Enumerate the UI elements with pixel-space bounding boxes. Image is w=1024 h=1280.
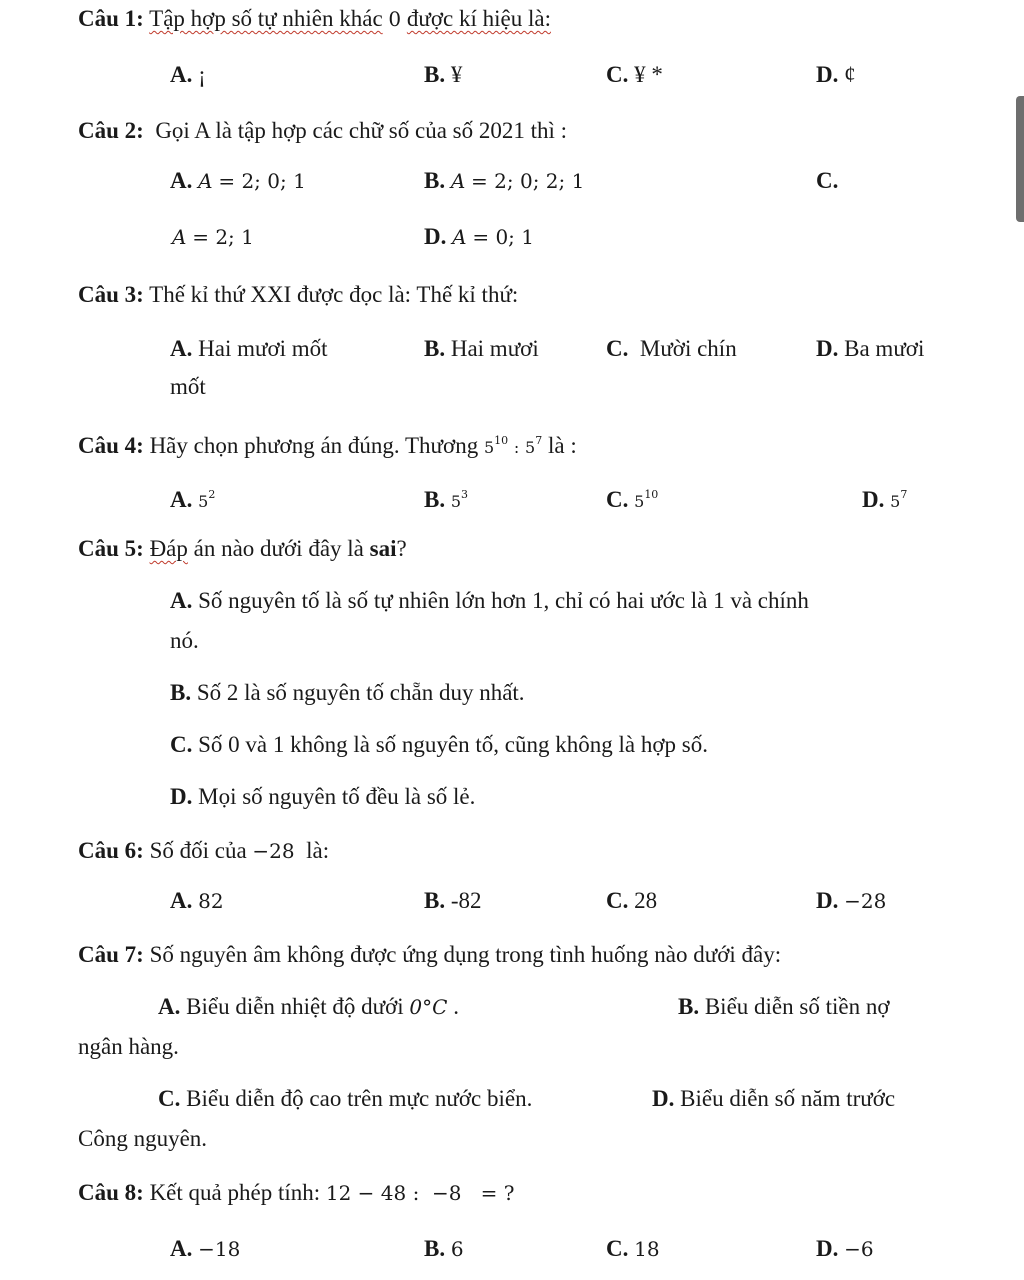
text: A. xyxy=(170,1236,193,1261)
q5-option-b[interactable] xyxy=(170,678,525,708)
text: B. xyxy=(170,680,192,705)
q3-option-c[interactable] xyxy=(606,334,737,364)
text: Câu 3: xyxy=(78,282,144,307)
text: −18 xyxy=(198,1237,241,1261)
text: án nào dưới đây là xyxy=(193,536,364,561)
q8-option-b[interactable] xyxy=(424,1234,464,1264)
text: −6 xyxy=(844,1237,874,1261)
text: ? xyxy=(396,536,407,561)
q7-option-b[interactable] xyxy=(678,992,889,1022)
text: 7 xyxy=(535,434,543,447)
text: Số đối của xyxy=(149,838,247,863)
text: 5 xyxy=(525,438,536,457)
text: Hãy chọn phương án đúng. Thương xyxy=(149,433,479,458)
text: Số nguyên âm không được ứng dụng trong tình huống nào dưới đây: xyxy=(149,942,782,967)
text: Câu 2: xyxy=(78,118,144,143)
text: Số 2 là số nguyên tố chẵn duy nhất. xyxy=(196,680,525,705)
q6-option-a[interactable] xyxy=(170,886,224,916)
question-2 xyxy=(78,116,567,146)
text: B. xyxy=(678,994,700,1019)
text: ngân hàng. xyxy=(78,1034,179,1059)
text: A. xyxy=(170,487,193,512)
text: D. xyxy=(816,336,839,361)
question-label: Câu 1: xyxy=(78,6,144,31)
text: A. xyxy=(170,336,193,361)
q4-option-d[interactable] xyxy=(862,480,907,517)
text: D. xyxy=(816,1236,839,1261)
text: C. xyxy=(170,732,193,757)
q2-option-c[interactable] xyxy=(816,166,838,196)
q3-option-d-wrap xyxy=(170,372,206,402)
text: 5 xyxy=(483,438,495,457)
text: 3 xyxy=(461,488,469,501)
text: C. xyxy=(606,1236,629,1261)
text: 5 xyxy=(450,492,462,511)
text: Số 0 và 1 không là số nguyên tố, cũng không là hợp số. xyxy=(198,732,708,757)
text: Câu 5: xyxy=(78,536,144,561)
q3-option-a[interactable] xyxy=(170,334,328,364)
q1-option-d[interactable] xyxy=(816,60,856,90)
text: 18 xyxy=(634,1237,660,1261)
text: Biểu diễn độ cao trên mực nước biển. xyxy=(186,1086,533,1111)
text: Hai mươi xyxy=(450,336,539,361)
text: 28 xyxy=(634,888,658,913)
text: A. xyxy=(158,994,181,1019)
q8-option-a[interactable] xyxy=(170,1234,240,1264)
text: C. xyxy=(158,1086,181,1111)
q6-option-d[interactable] xyxy=(816,886,886,916)
question-8 xyxy=(78,1178,514,1208)
text: B. xyxy=(424,336,446,361)
text: B. xyxy=(424,487,446,512)
text: 10 xyxy=(644,488,659,501)
q1-option-b[interactable] xyxy=(424,60,462,90)
text: ¡ xyxy=(198,62,206,87)
text: D. xyxy=(816,62,839,87)
text: Công nguyên. xyxy=(78,1126,208,1151)
q7-option-b-wrap xyxy=(78,1032,179,1062)
text: 82 xyxy=(198,889,224,913)
question-3 xyxy=(78,280,518,310)
text: nó. xyxy=(170,628,199,653)
question-1 xyxy=(78,4,551,34)
text: = 2; 0; 1 xyxy=(218,169,306,193)
math-zero: 0 xyxy=(388,7,402,31)
text: B. xyxy=(424,888,446,913)
text: Hai mươi mốt xyxy=(198,336,328,361)
q7-option-d-wrap xyxy=(78,1124,207,1154)
text: B. xyxy=(424,168,446,193)
text: A. xyxy=(170,888,193,913)
text: B. xyxy=(424,1236,446,1261)
text: Câu 4: xyxy=(78,433,144,458)
q2-option-a[interactable] xyxy=(170,166,306,196)
q5-option-c[interactable] xyxy=(170,730,708,760)
question-6 xyxy=(78,836,329,866)
q3-option-b[interactable] xyxy=(424,334,539,364)
text: 0°C xyxy=(409,995,448,1019)
text: D. xyxy=(424,224,447,249)
text: . xyxy=(453,994,459,1019)
text: Thế kỉ thứ XXI được đọc là: Thế kỉ thứ: xyxy=(149,282,519,307)
q2-option-d[interactable] xyxy=(424,222,534,252)
text: 7 xyxy=(900,488,908,501)
question-7 xyxy=(78,940,781,970)
text: D. xyxy=(652,1086,675,1111)
text: Câu 8: xyxy=(78,1180,144,1205)
text: C. xyxy=(606,336,629,361)
text: : xyxy=(513,438,520,457)
text: 6 xyxy=(450,1237,464,1261)
text: 2 xyxy=(208,488,216,501)
text: D. xyxy=(816,888,839,913)
text: 5 xyxy=(890,492,901,511)
q2-option-c-value[interactable] xyxy=(172,222,254,252)
text: Kết quả phép tính: xyxy=(149,1180,321,1205)
text: C. xyxy=(606,487,629,512)
text: −28 xyxy=(844,889,887,913)
text: = 2; 1 xyxy=(192,225,254,249)
text: A. xyxy=(170,62,193,87)
text: C. xyxy=(606,888,629,913)
q7-option-a[interactable] xyxy=(158,992,459,1022)
q5-option-a-wrap xyxy=(170,626,199,656)
text: ¢ xyxy=(844,62,856,87)
q5-option-a[interactable] xyxy=(170,586,809,616)
text: ¥ xyxy=(450,62,463,87)
text: D. xyxy=(170,784,193,809)
text: Biểu diễn số tiền nợ xyxy=(704,994,890,1019)
text: Câu 6: xyxy=(78,838,144,863)
text: sai xyxy=(369,536,397,561)
q2-option-b[interactable] xyxy=(424,166,584,196)
text: Biểu diễn số năm trước xyxy=(680,1086,896,1111)
text: là: xyxy=(306,838,330,863)
text: -82 xyxy=(450,888,482,913)
q8-option-d[interactable] xyxy=(816,1234,874,1264)
scrollbar[interactable] xyxy=(1016,96,1024,222)
q7-option-d[interactable] xyxy=(652,1084,895,1114)
question-text: được kí hiệu là: xyxy=(406,6,551,31)
question-text: Tập hợp số tự nhiên khác xyxy=(149,6,383,31)
text: C. xyxy=(816,168,839,193)
text: Câu 7: xyxy=(78,942,144,967)
q6-option-c[interactable] xyxy=(606,886,657,916)
text: Mọi số nguyên tố đều là số lẻ. xyxy=(198,784,476,809)
text: 5 xyxy=(198,492,209,511)
text: A xyxy=(452,225,467,249)
question-4 xyxy=(78,426,577,463)
text: 12 − 48 : −8 = ? xyxy=(325,1181,515,1205)
q8-option-c[interactable] xyxy=(606,1234,660,1264)
q3-option-d[interactable] xyxy=(816,334,924,364)
q7-option-c[interactable] xyxy=(158,1084,532,1114)
text: Đáp xyxy=(149,536,188,561)
text: Mười chín xyxy=(639,336,737,361)
text: A xyxy=(198,169,213,193)
text: A. xyxy=(170,168,193,193)
text: Ba mươi xyxy=(844,336,925,361)
q5-option-d[interactable] xyxy=(170,782,475,812)
text: ¥ * xyxy=(634,62,663,87)
q1-option-a[interactable] xyxy=(170,60,206,90)
text: Biểu diễn nhiệt độ dưới xyxy=(186,994,404,1019)
text: = 2; 0; 2; 1 xyxy=(471,169,585,193)
text: mốt xyxy=(170,374,206,399)
text: Số nguyên tố là số tự nhiên lớn hơn 1, chỉ có hai ước là 1 và chính xyxy=(198,588,809,613)
q4-option-a[interactable] xyxy=(170,480,215,517)
text: C. xyxy=(606,62,629,87)
text: 5 xyxy=(634,492,645,511)
text: B. xyxy=(424,62,446,87)
text: Gọi A là tập hợp các chữ số của số 2021 thì : xyxy=(155,118,568,143)
q4-option-b[interactable] xyxy=(424,480,468,517)
q1-option-c[interactable] xyxy=(606,60,663,90)
question-5 xyxy=(78,534,407,564)
text: A. xyxy=(170,588,193,613)
text: = 0; 1 xyxy=(472,225,534,249)
text: A xyxy=(172,225,187,249)
text: là : xyxy=(547,433,577,458)
text: 10 xyxy=(494,434,509,447)
q6-option-b[interactable] xyxy=(424,886,482,916)
text: D. xyxy=(862,487,885,512)
text: A xyxy=(450,169,466,193)
text: −28 xyxy=(252,839,295,863)
q4-option-c[interactable] xyxy=(606,480,658,517)
